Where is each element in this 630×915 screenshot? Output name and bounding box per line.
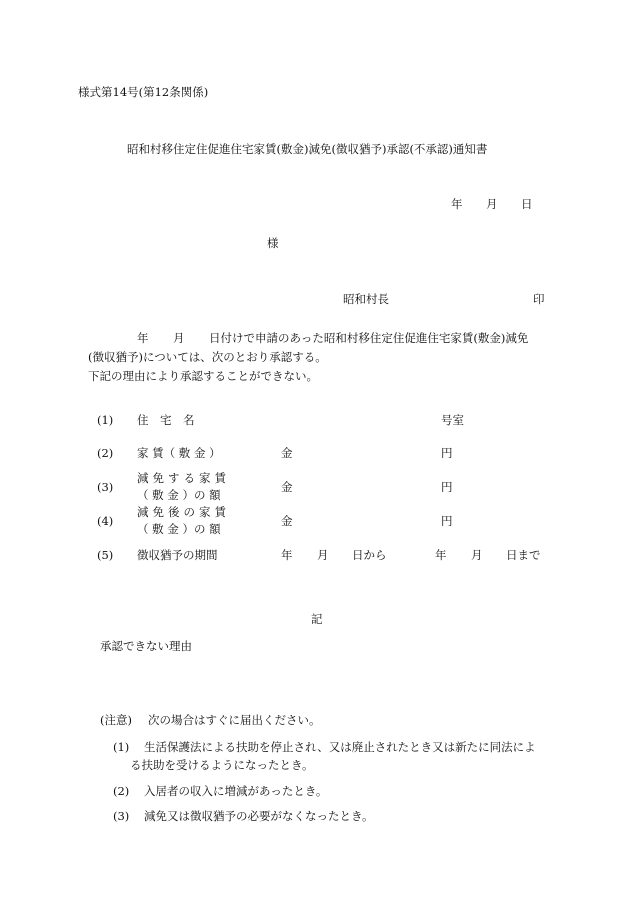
- body-month: 月: [173, 331, 185, 345]
- body-line2: (徴収猶予)については、次のとおり承認する。: [88, 350, 327, 364]
- item-label-rent: 家 賃（ 敷 金 ）: [137, 446, 221, 460]
- body-line1-text: 日付けで申請のあった昭和村移住定住促進住宅家賃(敷金)減免: [209, 331, 529, 345]
- period-to-month: 月: [471, 548, 483, 562]
- notes-heading: (注意): [100, 713, 132, 727]
- period-from-year: 年: [281, 548, 293, 562]
- seal-mark: 印: [533, 292, 545, 306]
- note-1-line2: る扶助を受けるようになったとき。: [130, 758, 314, 772]
- item-number: (3): [97, 480, 114, 494]
- date-year: 年: [451, 197, 463, 211]
- item-amount-prefix: 金: [281, 446, 293, 460]
- period-to-year: 年: [435, 548, 447, 562]
- form-number: 様式第14号(第12条関係): [78, 85, 209, 99]
- addressee-suffix: 様: [267, 236, 279, 250]
- note-number: (2): [113, 784, 130, 798]
- item-label-after-reduction-line1: 減免後の家賃: [137, 505, 230, 519]
- date-month: 月: [486, 197, 498, 211]
- item-unit-yen: 円: [441, 514, 453, 528]
- item-label-reduction-line2: （ 敷 金 ）の 額: [137, 488, 221, 502]
- item-unit-yen: 円: [441, 446, 453, 460]
- item-number: (2): [97, 446, 114, 460]
- item-number: (5): [97, 548, 114, 562]
- ki-heading: 記: [311, 612, 323, 626]
- item-label-after-reduction-line2: （ 敷 金 ）の 額: [137, 522, 221, 536]
- item-amount-prefix: 金: [281, 480, 293, 494]
- note-number: (3): [113, 809, 130, 823]
- item-number: (4): [97, 514, 114, 528]
- item-unit-yen: 円: [441, 480, 453, 494]
- document-title: 昭和村移住定住促進住宅家賃(敷金)減免(徴収猶予)承認(不承認)通知書: [127, 142, 488, 156]
- notes-intro: 次の場合はすぐに届出ください。: [148, 713, 321, 727]
- reason-label: 承認できない理由: [100, 639, 192, 653]
- body-year: 年: [137, 331, 149, 345]
- period-to-day: 日まで: [506, 548, 541, 562]
- item-label-house-name: 住 宅 名: [137, 413, 195, 427]
- issuer-name: 昭和村長: [343, 292, 389, 306]
- date-day: 日: [521, 197, 533, 211]
- note-number: (1): [113, 740, 130, 754]
- period-from-day: 日から: [352, 548, 387, 562]
- item-amount-prefix: 金: [281, 514, 293, 528]
- note-1-line1: 生活保護法による扶助を停止され、又は廃止されたとき又は新たに同法によ: [144, 740, 536, 754]
- period-from-month: 月: [317, 548, 329, 562]
- note-3-text: 減免又は徴収猶予の必要がなくなったとき。: [144, 809, 374, 823]
- item-number: (1): [97, 413, 114, 427]
- body-line3: 下記の理由により承認することができない。: [88, 369, 318, 383]
- item-label-deferral-period: 徴収猶予の期間: [137, 548, 218, 562]
- item-label-reduction-line1: 減免する家賃: [137, 471, 230, 485]
- item-unit-room: 号室: [441, 413, 464, 427]
- note-2-text: 入居者の収入に増減があったとき。: [144, 784, 328, 798]
